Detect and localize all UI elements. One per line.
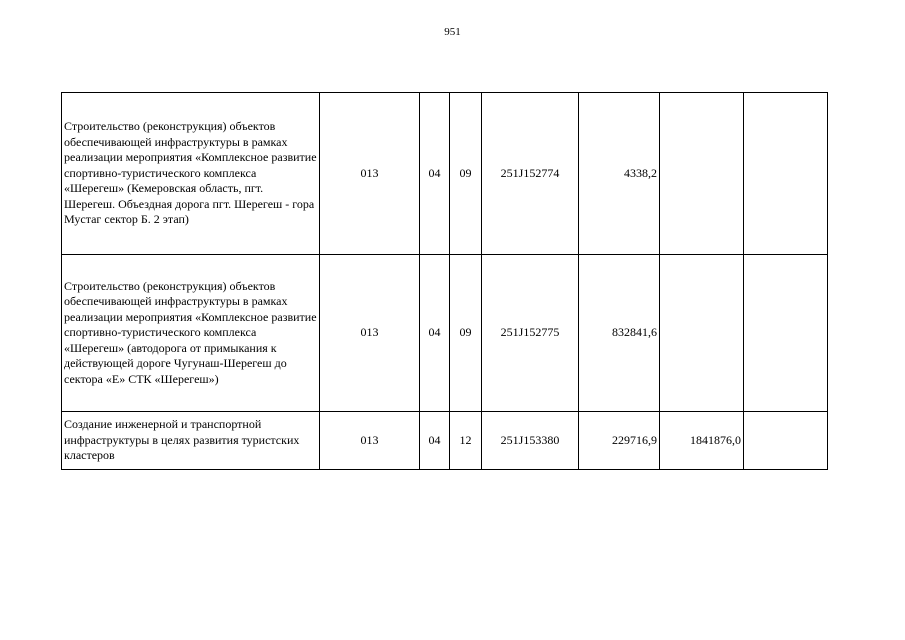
subsection-code: 09 — [450, 93, 482, 255]
target-article-code: 251J152775 — [482, 255, 579, 412]
section-code: 04 — [420, 412, 450, 470]
amount-3 — [744, 93, 828, 255]
ministry-code: 013 — [320, 93, 420, 255]
table-row — [62, 255, 828, 412]
amount-1: 229716,9 — [579, 412, 660, 470]
target-article-code: 251J152774 — [482, 93, 579, 255]
row-name: Строительство (реконструкция) объектов обеспечивающей инфраструктуры в рамках реализации мероприятия «Комплексное развитие спортивно-туристического комплекса «Шерегеш» (автодорога от примыкания к действующей дороге Чугунаш-Шерегеш до сектора «Е» СТК «Шерегеш») — [62, 255, 320, 412]
budget-table — [61, 92, 828, 470]
ministry-code: 013 — [320, 255, 420, 412]
row-name: Создание инженерной и транспортной инфраструктуры в целях развития туристских кластеров — [62, 412, 320, 470]
amount-3 — [744, 412, 828, 470]
ministry-code: 013 — [320, 412, 420, 470]
table-row — [62, 93, 828, 255]
amount-2 — [660, 93, 744, 255]
amount-1: 4338,2 — [579, 93, 660, 255]
page-number: 951 — [444, 26, 461, 38]
amount-2 — [660, 255, 744, 412]
amount-1: 832841,6 — [579, 255, 660, 412]
amount-2: 1841876,0 — [660, 412, 744, 470]
amount-3 — [744, 255, 828, 412]
section-code: 04 — [420, 255, 450, 412]
subsection-code: 12 — [450, 412, 482, 470]
table-row — [62, 412, 828, 470]
target-article-code: 251J153380 — [482, 412, 579, 470]
row-name: Строительство (реконструкция) объектов обеспечивающей инфраструктуры в рамках реализации мероприятия «Комплексное развитие спортивно-туристического комплекса «Шерегеш» (Кемеровская область, пгт. Шерегеш. Объездная дорога пгт. Шерегеш - гора Мустаг сектор Б. 2 этап) — [62, 93, 320, 255]
section-code: 04 — [420, 93, 450, 255]
subsection-code: 09 — [450, 255, 482, 412]
